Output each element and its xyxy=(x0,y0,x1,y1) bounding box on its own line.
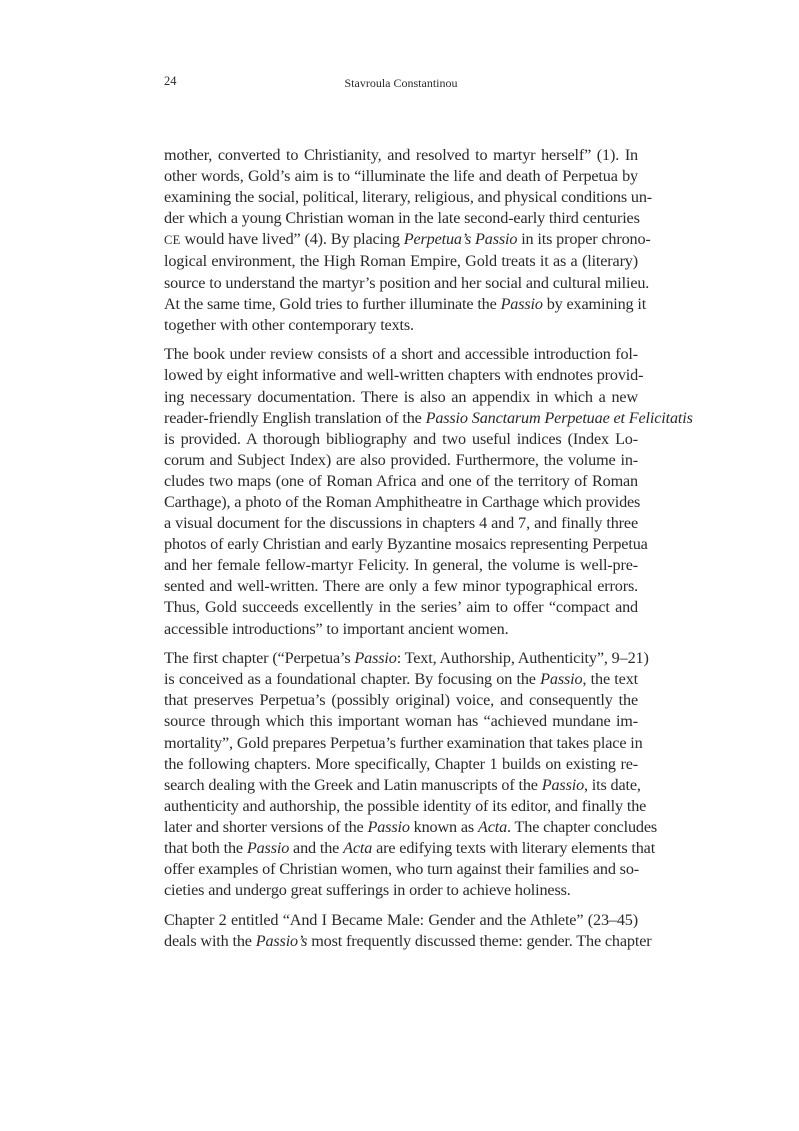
text-run: that preserves Perpetua’s (possibly original) voice, and consequently the xyxy=(164,691,638,710)
text-run: Chapter 2 entitled “And I Became Male: Gender and the Athlete” (23–45) xyxy=(164,910,638,929)
text-line xyxy=(164,555,638,576)
text-line xyxy=(164,690,638,711)
text-line xyxy=(164,365,644,386)
text-run: most frequently discussed theme: gender. The chapter xyxy=(307,931,652,950)
text-run: logical environment, the High Roman Empire, Gold treats it as a (literary) xyxy=(164,252,638,271)
text-line xyxy=(164,796,647,817)
text-run: that both the xyxy=(164,839,247,857)
text-run: Carthage), a photo of the Roman Amphitheatre in Carthage which provides xyxy=(164,493,641,511)
text-line xyxy=(164,733,643,754)
text-run: would have lived” (4). By placing xyxy=(180,230,404,249)
paragraph xyxy=(164,910,652,952)
text-run: other words, Gold’s aim is to “illuminate the life and death of Perpetua by xyxy=(164,167,638,186)
text-line xyxy=(164,775,641,796)
italic-text: Passio xyxy=(367,817,410,836)
text-run: search dealing with the Greek and Latin manuscripts of the xyxy=(164,775,542,794)
text-line xyxy=(164,859,638,880)
text-run: and the xyxy=(289,839,344,857)
text-run: lowed by eight informative and well-written chapters with endnotes provid- xyxy=(164,366,644,385)
small-caps-text: CE xyxy=(164,233,181,248)
text-line xyxy=(164,534,648,555)
text-line xyxy=(164,838,656,859)
text-line xyxy=(164,931,652,952)
text-line xyxy=(164,208,638,229)
text-line xyxy=(164,273,650,294)
italic-text: Passio xyxy=(540,670,583,689)
text-line xyxy=(164,471,638,492)
text-run: cludes two maps (one of Roman Africa and one of the territory of Roman xyxy=(164,471,638,490)
text-line xyxy=(164,387,638,408)
text-run: later and shorter versions of the xyxy=(164,817,368,836)
text-run: : Text, Authorship, Authenticity”, 9–21) xyxy=(396,649,649,668)
text-run: photos of early Christian and early Byzantine mosaics representing Perpetua xyxy=(164,535,648,554)
text-run: reader-friendly English translation of the xyxy=(164,408,426,427)
italic-text: Acta xyxy=(343,839,373,857)
body-text xyxy=(164,145,693,960)
text-line xyxy=(164,229,651,251)
italic-text: Passio Sanctarum Perpetuae et Felicitatis xyxy=(425,408,693,427)
text-run: is conceived as a foundational chapter. By focusing on the xyxy=(164,670,541,689)
text-run: and her female fellow-martyr Felicity. In general, the volume is well-pre- xyxy=(164,556,638,575)
text-line xyxy=(164,492,641,513)
text-run: are edifying texts with literary elements that xyxy=(372,839,656,857)
italic-text: Passio’s xyxy=(255,931,308,950)
text-run: At the same time, Gold tries to further illuminate the xyxy=(164,294,501,313)
italic-text: Passio xyxy=(500,294,543,313)
text-line xyxy=(164,754,638,775)
text-line xyxy=(164,576,638,597)
running-title: Stavroula Constantinou xyxy=(344,76,458,90)
text-run: accessible introductions” to important ancient women. xyxy=(164,619,509,638)
text-run: known as xyxy=(409,817,478,836)
text-run: der which a young Christian woman in the late second-early third centuries xyxy=(164,209,640,228)
italic-text: Passio xyxy=(354,649,397,668)
text-line xyxy=(164,294,647,315)
paragraph xyxy=(164,648,658,901)
text-line xyxy=(164,251,638,272)
paragraph xyxy=(164,145,653,336)
text-run: ing necessary documentation. There is also an appendix in which a new xyxy=(164,387,638,406)
text-run: in its proper chrono- xyxy=(517,230,651,249)
text-run: examining the social, political, literary, religious, and physical conditions un- xyxy=(164,188,653,207)
italic-text: Passio xyxy=(246,839,290,857)
text-line xyxy=(164,145,638,166)
text-line xyxy=(164,597,638,618)
text-line xyxy=(164,880,638,901)
text-run: mortality”, Gold prepares Perpetua’s further examination that takes place in xyxy=(164,733,643,752)
text-run: is provided. A thorough bibliography and two useful indices (Index Lo- xyxy=(164,429,638,448)
text-run: sented and well-written. There are only a few minor typographical errors. xyxy=(164,577,638,596)
text-run: source to understand the martyr’s position and her social and cultural milieu. xyxy=(164,273,650,292)
text-run: mother, converted to Christianity, and resolved to martyr herself” (1). In xyxy=(164,146,638,164)
text-run: authenticity and authorship, the possible identity of its editor, and finally the xyxy=(164,796,647,815)
page-number: 24 xyxy=(164,74,177,88)
text-line xyxy=(164,166,638,187)
text-run: Thus, Gold succeeds excellently in the series’ aim to offer “compact and xyxy=(164,598,638,617)
italic-text: Acta xyxy=(477,817,508,836)
text-run: cieties and undergo great sufferings in order to achieve holiness. xyxy=(164,881,571,900)
text-line xyxy=(164,429,638,450)
italic-text: Passio xyxy=(541,775,585,794)
text-line xyxy=(164,408,693,429)
text-line xyxy=(164,910,638,931)
text-run: a visual document for the discussions in chapters 4 and 7, and finally three xyxy=(164,514,638,533)
text-run: deals with the xyxy=(164,931,256,950)
text-line xyxy=(164,450,638,471)
text-line xyxy=(164,669,638,690)
text-run: offer examples of Christian women, who turn against their families and so- xyxy=(164,860,640,879)
text-run: source through which this important woman has “achieved mundane im- xyxy=(164,712,638,731)
text-run: the following chapters. More specifically, Chapter 1 builds on existing re- xyxy=(164,754,638,773)
text-run: together with other contemporary texts. xyxy=(164,315,414,334)
paragraph xyxy=(164,344,693,639)
text-run: by examining it xyxy=(542,294,647,313)
text-run: corum and Subject Index) are also provided. Furthermore, the volume in- xyxy=(164,450,638,469)
text-run: . The chapter concludes xyxy=(507,817,658,836)
text-line xyxy=(164,344,638,365)
text-line xyxy=(164,711,638,732)
text-line xyxy=(164,513,638,534)
text-line xyxy=(164,648,649,669)
text-run: The book under review consists of a short and accessible introduction fol- xyxy=(164,345,638,364)
text-line xyxy=(164,619,638,640)
running-head xyxy=(164,74,638,94)
text-run: , the text xyxy=(582,670,638,689)
text-line xyxy=(164,315,638,336)
italic-text: Perpetua’s Passio xyxy=(403,230,518,249)
text-line xyxy=(164,817,658,838)
text-run: The first chapter (“Perpetua’s xyxy=(164,649,355,668)
text-run: , its date, xyxy=(584,775,641,794)
text-line xyxy=(164,187,653,208)
